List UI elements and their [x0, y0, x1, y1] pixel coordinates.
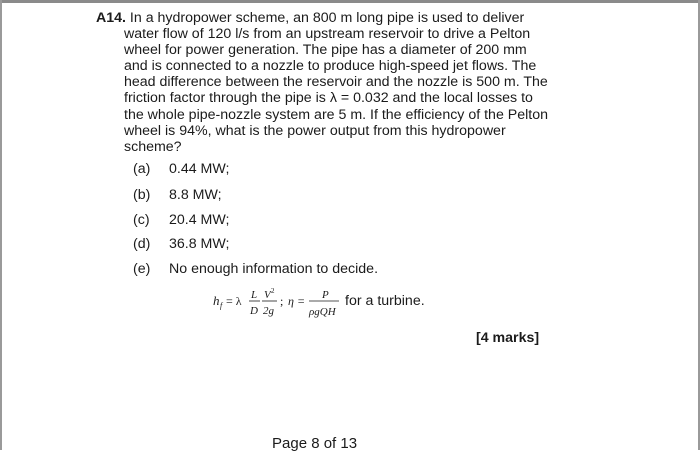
option-text: 0.44 MW; — [169, 161, 230, 177]
question-line: scheme? — [124, 138, 182, 155]
formula-svg — [213, 286, 553, 322]
formula-rhogQH: ρgQH — [309, 306, 336, 318]
formula-sep: ; — [280, 294, 284, 308]
scan-left-border — [0, 0, 2, 450]
question-line: head difference between the reservoir and the nozzle is 500 m. The — [124, 74, 548, 91]
formula-hf: h — [213, 293, 220, 308]
question-line: friction factor through the pipe is λ = 0.032 and the local losses to — [124, 90, 533, 107]
question-number: A14. — [96, 10, 126, 26]
formula-V: V — [264, 289, 271, 301]
formula-suffix: for a turbine. — [345, 293, 425, 309]
formula-hf-sub: f — [220, 301, 223, 310]
option-letter: (a) — [133, 161, 151, 177]
option-a — [133, 161, 229, 177]
option-b — [133, 187, 222, 203]
option-d — [133, 236, 229, 252]
question-line — [96, 10, 556, 26]
option-text: 36.8 MW; — [169, 236, 230, 252]
question-line: the whole pipe-nozzle system are 5 m. If the efficiency of the Pelton — [124, 106, 549, 123]
question-line: water flow of 120 l/s from an upstream reservoir to drive a Pelton — [124, 26, 531, 43]
formula-eq1: = λ — [226, 294, 242, 308]
option-e — [133, 261, 378, 277]
formula-V-sup: 2 — [271, 287, 275, 295]
marks-label: [4 marks] — [476, 330, 540, 346]
formula-D: D — [250, 305, 258, 317]
scan-top-border — [0, 0, 700, 3]
question-line: wheel is 94%, what is the power output from this hydropower — [124, 122, 506, 139]
formula-P: P — [322, 289, 329, 301]
option-text: 8.8 MW; — [169, 187, 222, 203]
question-text: In a hydropower scheme, an 800 m long pipe is used to deliver — [129, 10, 525, 26]
formula-L: L — [251, 289, 258, 301]
option-letter: (d) — [133, 236, 151, 252]
formula — [213, 286, 553, 322]
formula-eta: η = — [288, 294, 306, 308]
question-block — [96, 10, 556, 155]
option-text: No enough information to decide. — [169, 261, 379, 277]
question-line: wheel for power generation. The pipe has a diameter of 200 mm — [124, 42, 527, 59]
option-text: 20.4 MW; — [169, 212, 230, 228]
formula-2g: 2g — [263, 305, 274, 317]
option-letter: (c) — [133, 212, 150, 228]
question-line: and is connected to a nozzle to produce high-speed jet flows. The — [124, 58, 537, 75]
page-number: Page 8 of 13 — [272, 435, 358, 452]
option-letter: (b) — [133, 187, 151, 203]
option-c — [133, 212, 229, 228]
option-letter: (e) — [133, 261, 151, 277]
